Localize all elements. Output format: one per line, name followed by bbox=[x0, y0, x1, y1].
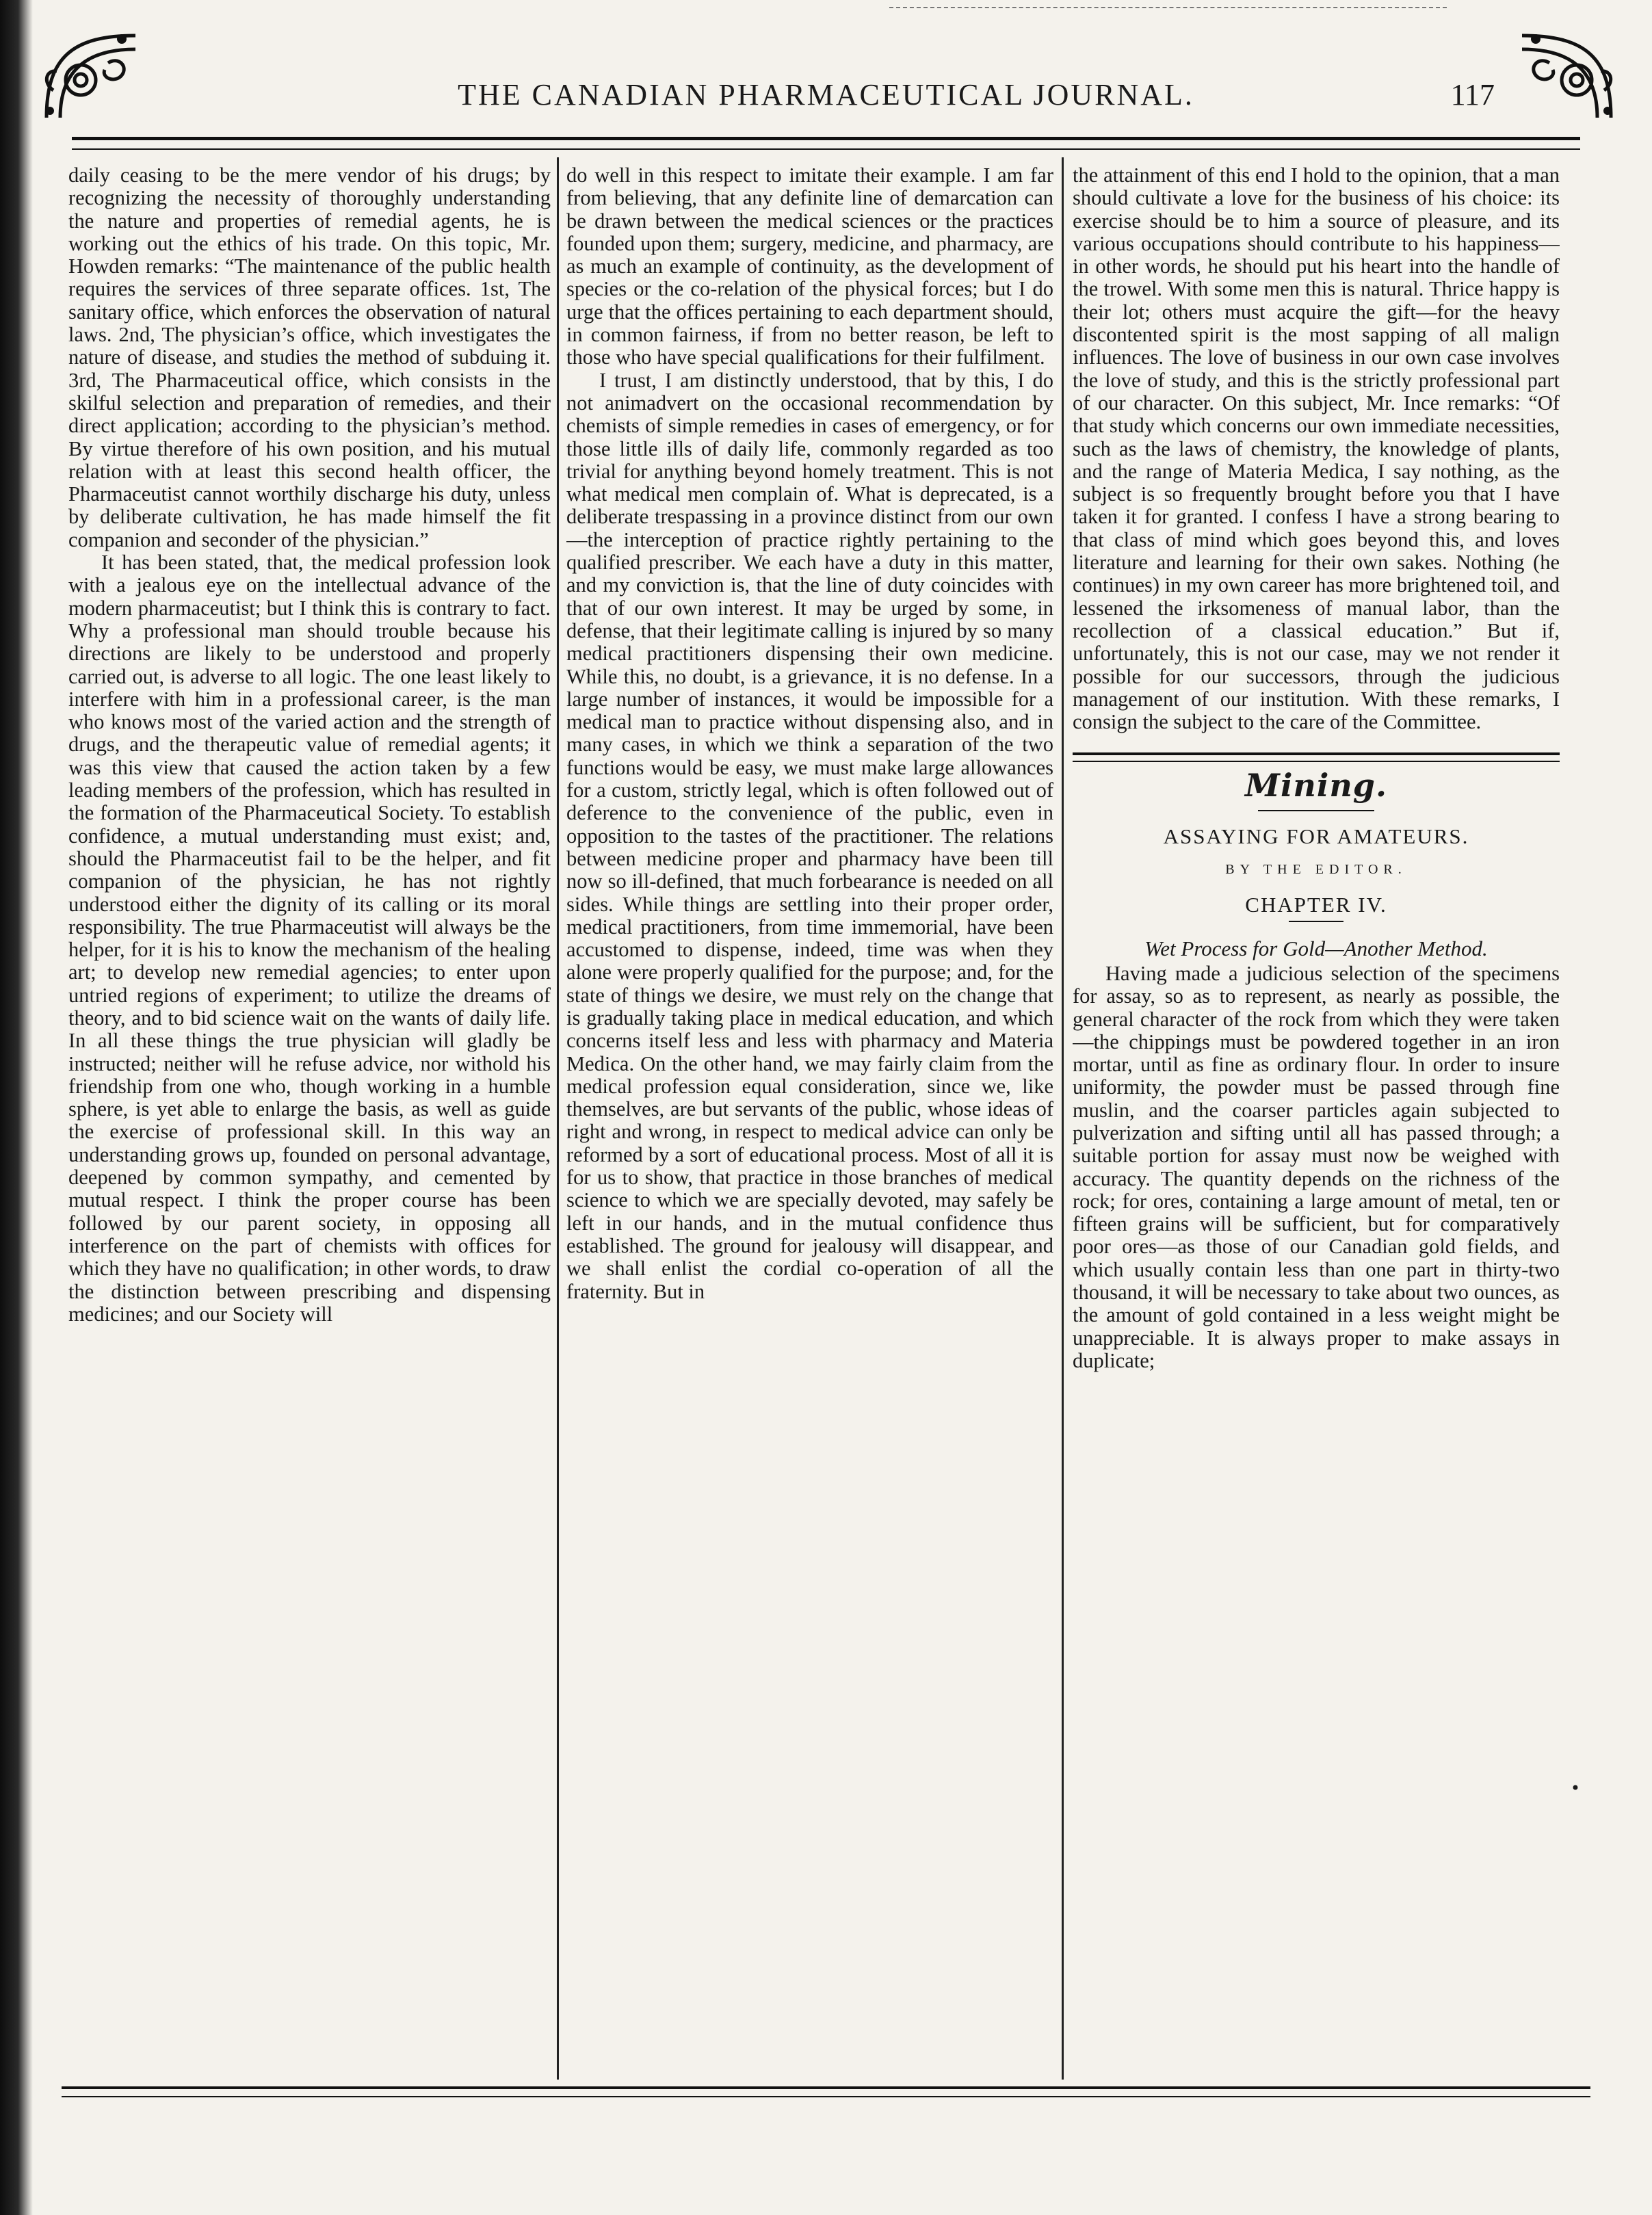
scroll-ornament-icon bbox=[33, 15, 153, 131]
section-rule bbox=[1073, 752, 1560, 762]
footer-rule bbox=[62, 2086, 1590, 2097]
page-binding-shadow bbox=[0, 0, 33, 2215]
margin-mark: • bbox=[1570, 1779, 1580, 1798]
paragraph: do well in this respect to imitate their example. I am far from believing, that any definite line of demarcation can be drawn between the medical sciences or the practices founded upon them; surgery, medicine, and pharmacy, are as much an example of continuity, as the development of species or the co-relation of the physical forces; but I do urge that the offices pertaining to each department should, in common fairness, if from no better reason, be left to those who have special qualifications for their fulfilment. bbox=[566, 164, 1053, 369]
column-1 bbox=[68, 164, 551, 2035]
paragraph: I trust, I am distinctly understood, that by this, I do not animadvert on the occasional recommendation by chemists of simple remedies in cases of emergency, or for those little ills of daily life, commonly regarded as too trivial for anything beyond homely treatment. This is not what medical men complain of. What is deprecated, is a deliberate trespassing in a province distinct from our own—the interception of practice rightly pertaining to the qualified prescriber. We each have a duty in this matter, and my conviction is, that the line of duty coincides with that of our own interest. It may be urged by some, in defense, that their legitimate calling is injured by so many medical practitioners dispensing their own medicine. While this, no doubt, is a grievance, it is no defense. In a large number of instances, it would be impossible for a medical man to practice without dispensing also, and in many cases, in which we think a separation of the two functions would be easy, we must make large allowances for a custom, strictly legal, which is often followed out of deference to the convenience of the public, even in opposition to the tastes of the practitioner. The relations between medicine proper and pharmacy have been till now so ill-defined, that much forbearance is needed on all sides. While things are settling into their proper order, medical practitioners, from time immemorial, have been accustomed to dispense, indeed, time was when they alone were properly qualified for the purpose; and, for the state of things we desire, we must rely on the change that is gradually taking place in medical education, and which concerns itself less and less with pharmacy and Materia Medica. On the other hand, we may fairly claim from the medical profession equal consideration, since we, like themselves, are but servants of the public, whose ideas of right and wrong, in respect to medical advice can only be reformed by a sort of educational process. Most of all it is for us to show, that practice in those branches of medical science to which we are specially devoted, may safely be left in our hands, and in the mutual confidence thus established. The ground for jealousy will disappear, and we shall enlist the cordial co-operation of all the fraternity. But in bbox=[566, 368, 1053, 1303]
paragraph: It has been stated, that, the medical profession look with a jealous eye on the intellectual advance of the modern pharmaceutist; but I think this is contrary to fact. Why a professional man should trouble because his directions are likely to be understood and properly carried out, is adverse to all logic. The one least likely to interfere with him in a professional career, is the man who knows most of the varied action and the strength of drugs, and the therapeutic value of remedial agents; it was this view that caused the action taken by a few leading members of the profession, which has resulted in the formation of the Pharmaceutical Society. To establish confidence, a mutual understanding must exist; and, should the Pharmaceutist fail to be the helper, and fit companion of the physician, he has not rightly understood either the dignity of its calling or its moral responsibility. The true Pharmaceutist will always be the helper, for it is his to know the mechanism of the healing art; to develop new remedial agencies; to enter upon untried regions of experiment; to utilize the dreams of theory, and to bid science wait on the wants of daily life. In all these things the true physician will gladly be instructed; neither will he refuse advice, nor withold his friendship from one who, though working in a humble sphere, is yet able to enlarge the basis, as well as guide the exercise of professional skill. In this way an understanding grows up, founded on personal advantage, deepened by common sympathy, and cemented by mutual respect. I think the proper course has been followed by our parent society, in opposing all interference on the part of chemists with offices for which they have no qualification; in other words, to draw the distinction between prescribing and dispensing medicines; and our Society will bbox=[68, 551, 551, 1326]
paragraph: daily ceasing to be the mere vendor of his drugs; by recognizing the necessity of thoroughly understanding the nature and properties of remedial agents, he is working out the ethics of his trade. On this topic, Mr. Howden remarks: “The maintenance of the public health requires the services of three separate offices. 1st, The sanitary office, which enforces the observation of natural laws. 2nd, The physician’s office, which investigates the nature of disease, and studies the method of subduing it. 3rd, The Pharmaceutical office, which consists in the skilful selection and preparation of remedies, and their direct application; according to the physician’s method. By virtue therefore of his own position, and his mutual relation with at least this second health officer, the Pharmaceutist cannot worthily discharge his duty, unless by deliberate cultivation, he has made himself the fit companion and seconder of the physician.” bbox=[68, 164, 551, 551]
short-rule bbox=[1289, 921, 1343, 922]
paragraph: Having made a judicious selection of the specimens for assay, so as to represent, as nearly as possible, the general character of the rock from which they were taken—the chippings must be powdered together in an iron mortar, until as fine as ordinary flour. In order to insure uniformity, the powder must be passed through fine muslin, and the coarser particles again subjected to pulverization and sifting until all has passed through; a suitable portion for assay must now be weighed with accuracy. The quantity depends on the richness of the rock; for ores, containing a large amount of metal, ten or fifteen grains will be sufficient, but for comparatively poor ores—as those of our Canadian gold fields, and which usually contain less than one part in thirty-two thousand, it will be necessary to take about two ounces, as the amount of gold contained in a less weight might be unappreciable. It is always proper to make assays in duplicate; bbox=[1073, 961, 1560, 1372]
page-number: 117 bbox=[1450, 78, 1495, 112]
column-3 bbox=[1073, 164, 1560, 2035]
scroll-ornament-icon bbox=[1505, 15, 1625, 131]
column-2 bbox=[566, 164, 1053, 2035]
article-subheading: Wet Process for Gold—Another Method. bbox=[1144, 936, 1488, 960]
header-rule bbox=[72, 137, 1580, 150]
article-body bbox=[68, 164, 1560, 2011]
paragraph: the attainment of this end I hold to the opinion, that a man should cultivate a love for the business of his choice: its exercise should be to him a source of pleasure, and its various occupations should contribute to his happiness—in other words, he should put his heart into the handle of the trowel. With some men this is natural. Thrice happy is their lot; others must acquire the gift—for the heavy discontented spirit is the most sapping of all malign influences. The love of business in our own case involves the love of study, and this is the strictly professional part of our character. On this subject, Mr. Ince remarks: “Of that study which concerns our own immediate necessities, such as the laws of chemistry, the knowledge of plants, and the range of Materia Medica, I say nothing, as the subject is so frequently brought before you that I have taken it for granted. I confess I have a strong bearing to that class of mind which goes beyond this, and loves literature and learning for their own sakes. Nothing (he continues) in my own career has more brightened toil, and lessened the irksomeness of manual labor, than the recollection of a classical education.” But if, unfortunately, this is not our case, may we not render it possible for our successors, through the judicious management of our institution. With these remarks, I consign the subject to the care of the Committee. bbox=[1073, 164, 1560, 734]
article-title: ASSAYING FOR AMATEURS. bbox=[1163, 824, 1469, 848]
journal-title: THE CANADIAN PHARMACEUTICAL JOURNAL. bbox=[458, 78, 1194, 112]
short-rule bbox=[1258, 810, 1374, 811]
chapter-heading: CHAPTER IV. bbox=[1245, 893, 1387, 917]
page-header bbox=[157, 65, 1495, 127]
section-heading: Mining. bbox=[1245, 767, 1387, 804]
byline: BY THE EDITOR. bbox=[1225, 862, 1407, 878]
top-edge-dashes bbox=[889, 7, 1447, 12]
